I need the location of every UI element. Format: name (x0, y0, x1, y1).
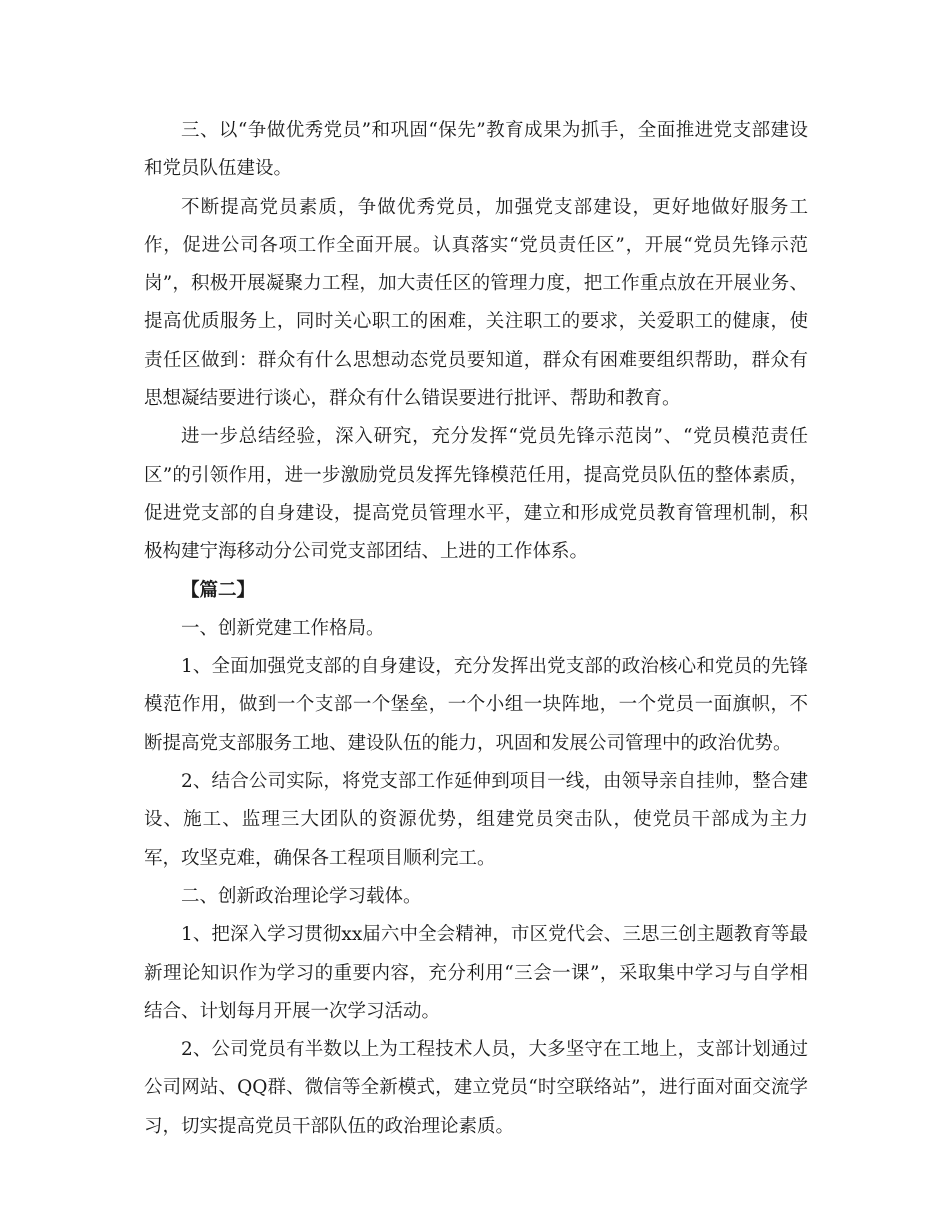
section-heading-3: 三、以“争做优秀党员”和巩固“保先”教育成果为抓手，全面推进党支部建设和党员队伍建设。 (144, 120, 808, 180)
body-paragraph: 1、全面加强党支部的自身建设，充分发挥出党支部的政治核心和党员的先锋模范作用，做到一个支部一个堡垒，一个小组一块阵地，一个党员一面旗帜，不断提高党支部服务工地、建设队伍的能力，巩固和发展公司管理中的政治优势。 (144, 656, 808, 754)
body-paragraph: 2、结合公司实际，将党支部工作延伸到项目一线，由领导亲自挂帅，整合建设、施工、监理三大团队的资源优势，组建党员突击队，使党员干部成为主力军，攻坚克难，确保各工程项目顺利完工。 (144, 771, 808, 869)
document-page (144, 112, 808, 1146)
body-paragraph: 2、公司党员有半数以上为工程技术人员，大多坚守在工地上，支部计划通过公司网站、QQ群、微信等全新模式，建立党员“时空联络站”，进行面对面交流学习，切实提高党员干部队伍的政治理论素质。 (144, 1039, 808, 1137)
part-heading-2: 【篇二】 (181, 579, 256, 601)
section-heading-1: 一、创新党建工作格局。 (181, 617, 385, 639)
body-paragraph: 进一步总结经验，深入研究，充分发挥“党员先锋示范岗”、“党员模范责任区”的引领作用，进一步激励党员发挥先锋模范任用，提高党员队伍的整体素质，促进党支部的自身建设，提高党员管理水平，建立和形成党员教育管理机制，积极构建宁海移动分公司党支部团结、上进的工作体系。 (144, 426, 808, 563)
section-heading-2: 二、创新政治理论学习载体。 (181, 885, 422, 907)
body-paragraph: 1、把深入学习贯彻xx届六中全会精神，市区党代会、三思三创主题教育等最新理论知识作为学习的重要内容，充分利用“三会一课”，采取集中学习与自学相结合、计划每月开展一次学习活动。 (144, 924, 808, 1022)
body-paragraph: 不断提高党员素质，争做优秀党员，加强党支部建设，更好地做好服务工作，促进公司各项工作全面开展。认真落实“党员责任区”，开展“党员先锋示范岗”，积极开展凝聚力工程，加大责任区的管理力度，把工作重点放在开展业务、提高优质服务上，同时关心职工的困难，关注职工的要求，关爱职工的健康，使责任区做到：群众有什么思想动态党员要知道，群众有困难要组织帮助，群众有思想凝结要进行谈心，群众有什么错误要进行批评、帮助和教育。 (144, 196, 808, 410)
